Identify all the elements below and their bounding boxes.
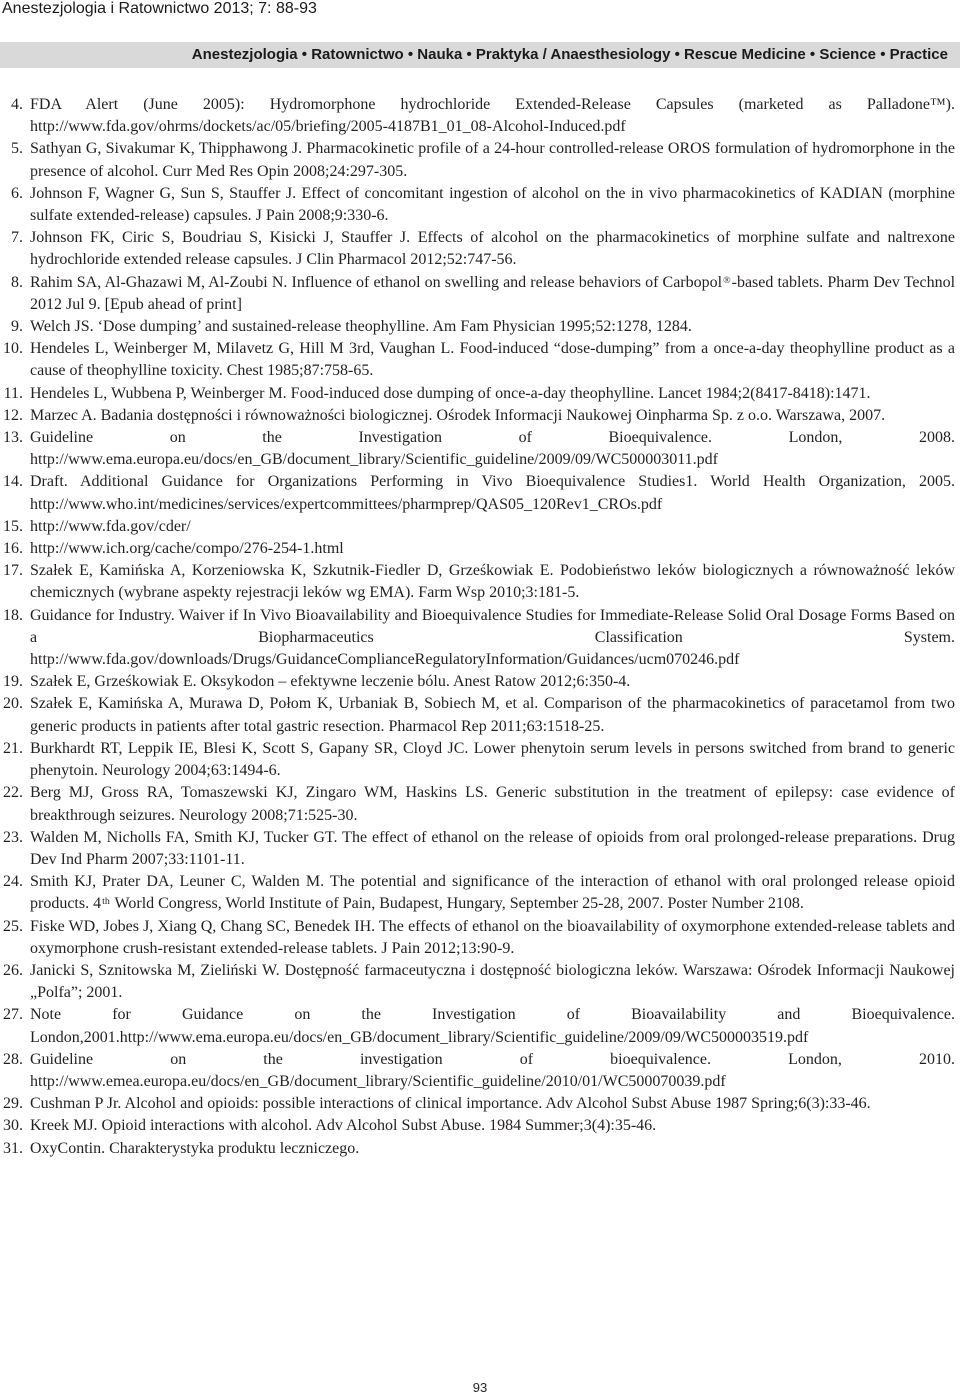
reference-number: 6. bbox=[11, 184, 23, 202]
reference-text: FDA Alert (June 2005): Hydromorphone hydrochloride Extended-Release Capsules (marketed as Palladone™). http://www.fda.gov/ohrms/dockets/ac/05/briefing/2005-4187B1_01_08-Alcohol-Induced.pdf bbox=[30, 96, 955, 136]
reference-text-part: Rahim SA, Al-Ghazawi M, Al-Zoubi N. Influence of ethanol on swelling and release behaviors of Carbopol bbox=[30, 273, 723, 291]
reference-text: Guideline on the investigation of bioequivalence. London, 2010. http://www.emea.europa.eu/docs/en_GB/document_library/Scientific_guideline/2010/01/WC500070039.pdf bbox=[30, 1050, 955, 1090]
reference-text: Johnson FK, Ciric S, Boudriau S, Kisicki J, Stauffer J. Effects of alcohol on the pharmacokinetics of morphine sulfate and naltrexone hydrochloride extended release capsules. J Clin Pharmacol 2012;52:747-56. bbox=[30, 229, 955, 269]
reference-item bbox=[0, 227, 955, 271]
reference-text: Marzec A. Badania dostępności i równoważności biologicznej. Ośrodek Informacji Naukowej Oinpharma Sp. z o.o. Warszawa, 2007. bbox=[30, 406, 886, 424]
reference-text: http://www.ich.org/cache/compo/276-254-1.html bbox=[30, 540, 344, 558]
reference-text: Note for Guidance on the Investigation of Bioavailability and Bioequivalence. London,2001.http://www.ema.europa.eu/docs/en_GB/document_library/Scientific_guideline/2009/09/WC500003519.pdf bbox=[30, 1006, 955, 1046]
reference-number: 26. bbox=[3, 961, 23, 979]
reference-item bbox=[0, 94, 955, 138]
reference-text: Szałek E, Grześkowiak E. Oksykodon – efektywne leczenie bólu. Anest Ratow 2012;6:350-4. bbox=[30, 673, 631, 691]
reference-number: 27. bbox=[3, 1006, 23, 1024]
reference-item bbox=[0, 405, 955, 427]
reference-item bbox=[0, 138, 955, 182]
reference-item bbox=[0, 272, 955, 316]
reference-number: 16. bbox=[3, 540, 23, 558]
reference-item bbox=[0, 316, 955, 338]
reference-text: Hendeles L, Weinberger M, Milavetz G, Hill M 3rd, Vaughan L. Food-induced “dose-dumping” from a once-a-day theophylline product as a cause of theophylline toxicity. Chest 1985;87:758-65. bbox=[30, 340, 955, 380]
reference-item bbox=[0, 338, 955, 382]
reference-list bbox=[0, 94, 960, 1160]
reference-text-part: Smith KJ, Prater DA, Leuner C, Walden M. The potential and significance of the interaction of ethanol with oral prolonged release opioid products. 4 bbox=[30, 873, 955, 913]
reference-number: 15. bbox=[3, 517, 23, 535]
reference-item bbox=[0, 738, 955, 782]
reference-text: http://www.fda.gov/cder/ bbox=[30, 517, 191, 535]
reference-text: Cushman P Jr. Alcohol and opioids: possible interactions of clinical importance. Adv Alcohol Subst Abuse 1987 Spring;6(3):33-46. bbox=[30, 1095, 871, 1113]
reference-number: 12. bbox=[3, 406, 23, 424]
reference-text: Kreek MJ. Opioid interactions with alcohol. Adv Alcohol Subst Abuse. 1984 Summer;3(4):35-46. bbox=[30, 1117, 657, 1135]
reference-item bbox=[0, 516, 955, 538]
reference-text: Guideline on the Investigation of Bioequivalence. London, 2008. http://www.ema.europa.eu/docs/en_GB/document_library/Scientific_guideline/2009/09/WC500003011.pdf bbox=[30, 429, 955, 469]
journal-banner: Anestezjologia • Ratownictwo • Nauka • Praktyka / Anaesthesiology • Rescue Medicine • Science • Practice bbox=[0, 42, 960, 68]
reference-number: 22. bbox=[3, 784, 23, 802]
reference-number: 29. bbox=[3, 1095, 23, 1113]
reference-number: 4. bbox=[11, 96, 23, 113]
reference-number: 25. bbox=[3, 917, 23, 935]
reference-item bbox=[0, 1115, 955, 1137]
reference-item bbox=[0, 1093, 955, 1115]
reference-text: Janicki S, Sznitowska M, Zieliński W. Dostępność farmaceutyczna i dostępność biologiczna leków. Warszawa: Ośrodek Informacji Naukowej „Polfa”; 2001. bbox=[30, 961, 955, 1002]
registered-mark-superscript: ® bbox=[723, 274, 731, 286]
reference-item bbox=[0, 671, 955, 693]
reference-number: 5. bbox=[11, 140, 23, 158]
reference-text: Welch JS. ‘Dose dumping’ and sustained-release theophylline. Am Fam Physician 1995;52:1278, 1284. bbox=[30, 318, 692, 336]
reference-text: Burkhardt RT, Leppik IE, Blesi K, Scott S, Gapany SR, Cloyd JC. Lower phenytoin serum levels in persons switched from brand to generic phenytoin. Neurology 2004;63:1494-6. bbox=[30, 739, 955, 780]
reference-number: 21. bbox=[3, 739, 23, 757]
reference-item bbox=[0, 383, 955, 405]
reference-text: Johnson F, Wagner G, Sun S, Stauffer J. Effect of concomitant ingestion of alcohol on the in vivo pharmacokinetics of KADIAN (morphine sulfate extended-release) capsules. J Pain 2008;9:330-6. bbox=[30, 184, 955, 225]
reference-number: 18. bbox=[3, 606, 23, 624]
reference-text-part: -based tablets. Pharm Dev Technol 2012 Jul 9. [Epub ahead of print] bbox=[30, 273, 956, 313]
reference-text: Sathyan G, Sivakumar K, Thipphawong J. Pharmacokinetic profile of a 24-hour controlled-release OROS formulation of hydromorphone in the presence of alcohol. Curr Med Res Opin 2008;24:297-305. bbox=[30, 140, 955, 180]
reference-number: 8. bbox=[11, 273, 23, 291]
reference-item bbox=[0, 1138, 955, 1160]
reference-number: 13. bbox=[3, 429, 23, 447]
reference-text: Szałek E, Kamińska A, Korzeniowska K, Szkutnik-Fiedler D, Grześkowiak E. Podobieństwo leków biologicznych a równoważność leków chemicznych (wybrane aspekty rejestracji leków wg EMA). Farm Wsp 2010;3:181-5. bbox=[30, 562, 955, 602]
reference-item bbox=[0, 471, 955, 515]
reference-number: 20. bbox=[3, 695, 23, 713]
reference-item bbox=[0, 693, 955, 737]
reference-number: 28. bbox=[3, 1050, 23, 1068]
reference-item bbox=[0, 782, 955, 826]
reference-number: 7. bbox=[11, 229, 23, 247]
reference-number: 30. bbox=[3, 1117, 23, 1135]
reference-text: OxyContin. Charakterystyka produktu leczniczego. bbox=[30, 1139, 360, 1157]
reference-text bbox=[30, 871, 955, 915]
reference-text: Hendeles L, Wubbena P, Weinberger M. Food-induced dose dumping of once-a-day theophylline. Lancet 1984;2(8417-8418):1471. bbox=[30, 384, 871, 402]
reference-item bbox=[0, 871, 955, 915]
reference-number: 9. bbox=[11, 318, 23, 336]
reference-item bbox=[0, 538, 955, 560]
reference-text: Draft. Additional Guidance for Organizations Performing in Vivo Bioequivalence Studies1. World Health Organization, 2005. http://www.who.int/medicines/services/expertcommittees/pharmprep/QAS05_120Rev1_CROs.pdf bbox=[30, 473, 955, 513]
reference-number: 14. bbox=[3, 473, 23, 491]
reference-item bbox=[0, 605, 955, 672]
reference-item bbox=[0, 960, 955, 1004]
reference-number: 24. bbox=[3, 873, 23, 891]
reference-number: 17. bbox=[3, 562, 23, 580]
reference-item bbox=[0, 560, 955, 604]
reference-item bbox=[0, 427, 955, 471]
reference-number: 19. bbox=[3, 673, 23, 691]
reference-item bbox=[0, 827, 955, 871]
reference-text: Guidance for Industry. Waiver if In Vivo Bioavailability and Bioequivalence Studies for Immediate-Release Solid Oral Dosage Forms Based on a Biopharmaceutics Classification System. http://www.fda.gov/downloads/Drugs/GuidanceComplianceRegulatoryInformation/Guidances/ucm070246.pdf bbox=[30, 606, 955, 669]
reference-text: Szałek E, Kamińska A, Murawa D, Połom K, Urbaniak B, Sobiech M, et al. Comparison of the pharmacokinetics of paracetamol from two generic products in patients after total gastric resection. Pharmacol Rep 2011;63:1518-25. bbox=[30, 695, 955, 735]
reference-item bbox=[0, 1004, 955, 1048]
reference-item bbox=[0, 1049, 955, 1093]
reference-text: Walden M, Nicholls FA, Smith KJ, Tucker GT. The effect of ethanol on the release of opioids from oral prolonged-release preparations. Drug Dev Ind Pharm 2007;33:1101-11. bbox=[30, 828, 955, 868]
reference-text: Berg MJ, Gross RA, Tomaszewski KJ, Zingaro WM, Haskins LS. Generic substitution in the treatment of epilepsy: case evidence of breakthrough seizures. Neurology 2008;71:525-30. bbox=[30, 784, 955, 824]
ordinal-superscript: th bbox=[102, 896, 110, 908]
reference-text: Fiske WD, Jobes J, Xiang Q, Chang SC, Benedek IH. The effects of ethanol on the bioavailability of oxymorphone extended-release tablets and oxymorphone crush-resistant extended-release tablets. J Pain 2012;13:90-9. bbox=[30, 917, 955, 957]
reference-number: 31. bbox=[3, 1139, 23, 1157]
reference-number: 10. bbox=[3, 340, 23, 358]
running-header: Anestezjologia i Ratownictwo 2013; 7: 88-93 bbox=[2, 0, 317, 17]
page-number: 93 bbox=[472, 1380, 488, 1395]
reference-text-part: World Congress, World Institute of Pain, Budapest, Hungary, September 25-28, 2007. Poster Number 2108. bbox=[110, 895, 804, 913]
reference-number: 11. bbox=[3, 384, 23, 402]
reference-item bbox=[0, 916, 955, 960]
reference-text bbox=[30, 272, 955, 316]
reference-number: 23. bbox=[3, 828, 23, 846]
reference-item bbox=[0, 183, 955, 227]
